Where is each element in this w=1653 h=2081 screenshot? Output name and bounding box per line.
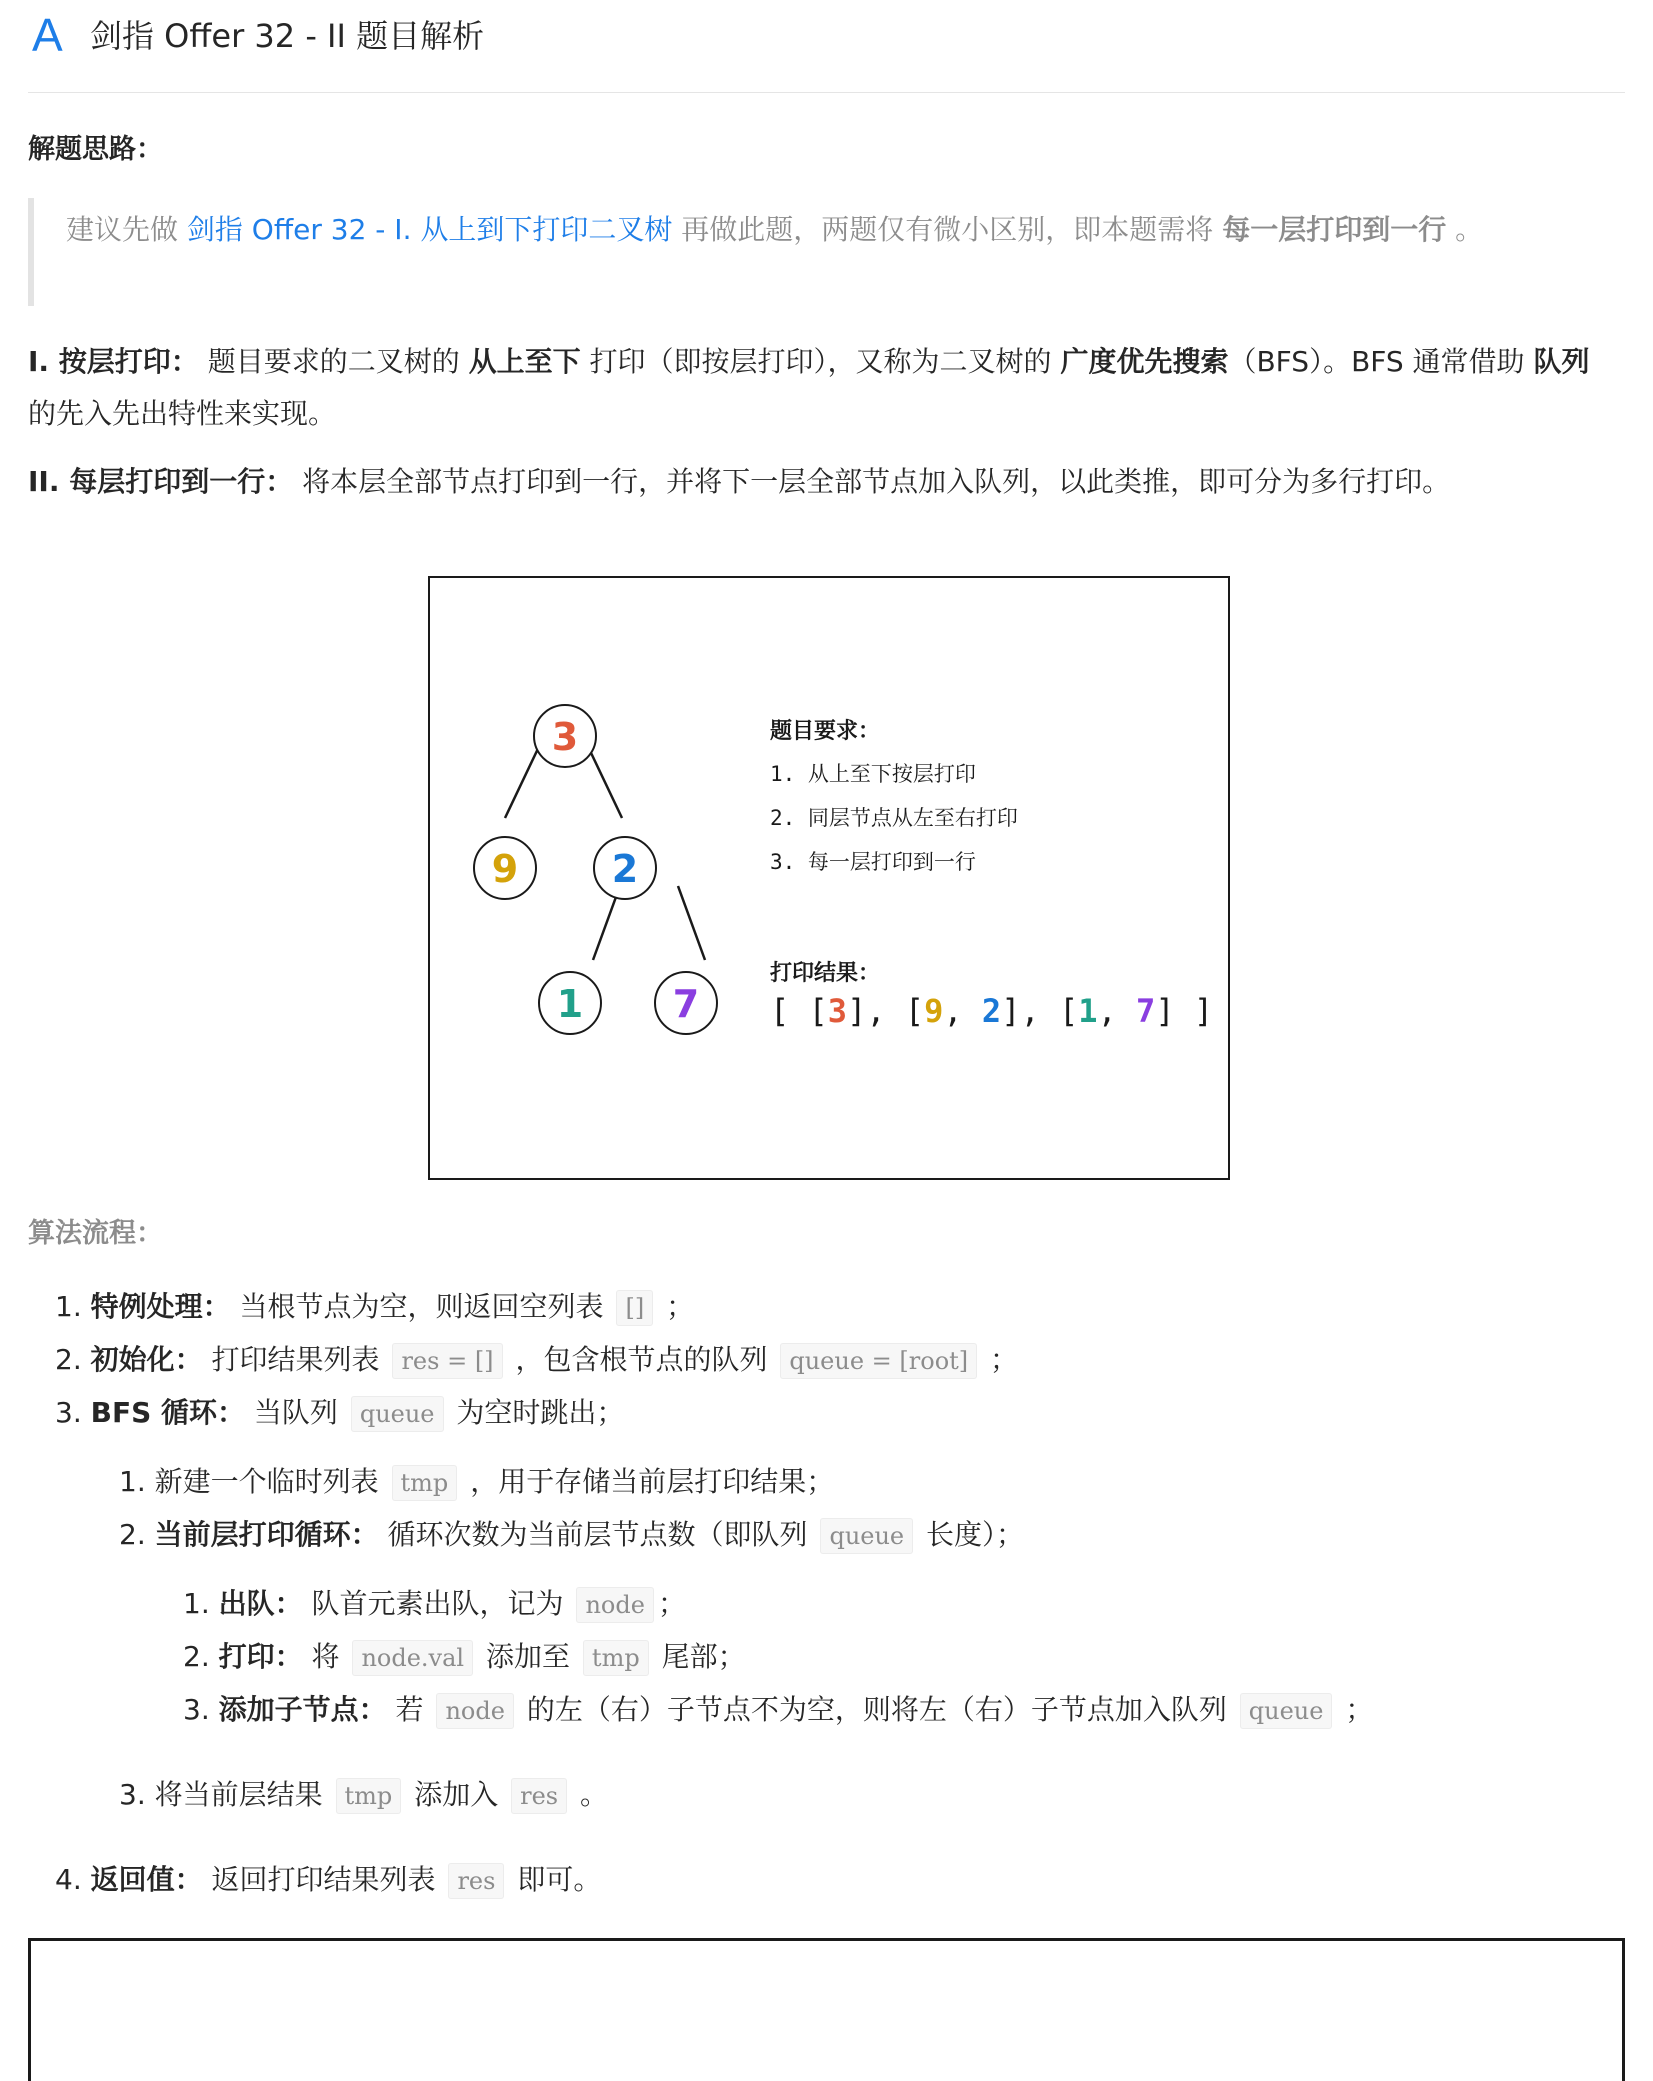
item-label: 当前层打印循环：	[154, 1518, 379, 1551]
list-item	[183, 1690, 1373, 1731]
item-text: 将当前层结果	[154, 1778, 332, 1811]
inline-code: tmp	[583, 1640, 649, 1676]
result-3: 3	[827, 992, 848, 1030]
item-label: 添加子节点：	[218, 1693, 387, 1726]
page-title: 剑指 Offer 32 - II 题目解析	[90, 17, 485, 55]
result-7: 7	[1136, 992, 1156, 1030]
animation-frame	[28, 1938, 1625, 2081]
para1-text-2: 打印（即按层打印），又称为二叉树的	[580, 345, 1061, 378]
result-1: 1	[1078, 992, 1098, 1030]
item-label: 特例处理：	[90, 1290, 231, 1323]
para1-text-1: 题目要求的二叉树的	[198, 345, 469, 378]
item-label: 初始化：	[90, 1343, 203, 1376]
item-end: 尾部；	[652, 1640, 746, 1673]
inline-code: node	[576, 1587, 653, 1623]
result-2: 2	[981, 992, 1002, 1030]
item-end: 即可。	[508, 1863, 602, 1896]
list-item	[183, 1637, 746, 1678]
item-end: ；	[657, 1290, 695, 1323]
item-label: 返回值：	[90, 1863, 203, 1896]
related-problem-link[interactable]: 剑指 Offer 32 - I. 从上到下打印二叉树	[186, 213, 673, 246]
item-text: 新建一个临时列表	[154, 1465, 388, 1498]
item-text: 返回打印结果列表	[202, 1863, 445, 1896]
item-text: 添加入	[405, 1778, 508, 1811]
list-item	[183, 1584, 686, 1625]
requirement-3: 3. 每一层打印到一行	[770, 850, 976, 874]
list-item	[119, 1515, 1024, 1556]
item-label: 出队：	[218, 1587, 303, 1620]
item-number: 2.	[119, 1518, 155, 1551]
para1-label: I. 按层打印：	[28, 345, 199, 378]
inline-code: tmp	[392, 1465, 458, 1501]
para2-text: 将本层全部节点打印到一行，并将下一层全部节点加入队列，以此类推，即可分为多行打印。	[293, 465, 1451, 498]
item-end: 为空时跳出；	[447, 1396, 625, 1429]
tree-illustration	[428, 576, 1230, 1180]
item-number: 3.	[183, 1693, 219, 1726]
inline-code: res	[448, 1863, 504, 1899]
item-end: ；	[657, 1587, 686, 1620]
item-text: 打印结果列表	[202, 1343, 389, 1376]
inline-code: []	[616, 1290, 653, 1326]
node-3-label: 3	[551, 715, 579, 759]
list-item	[55, 1860, 601, 1901]
para1-text-4: 的先入先出特性来实现。	[28, 397, 337, 430]
result-9: 9	[924, 992, 944, 1030]
inline-code: queue	[820, 1518, 913, 1554]
para1-bold-1: 从上至下	[468, 345, 581, 378]
algorithm-heading: 算法流程：	[28, 1218, 163, 1249]
approach-heading: 解题思路：	[28, 134, 163, 165]
tip-text	[66, 204, 1626, 256]
tip-suffix: 。	[1446, 213, 1484, 246]
item-number: 4.	[55, 1863, 91, 1896]
edge-2-7	[678, 886, 705, 960]
item-number: 1.	[183, 1587, 219, 1620]
requirement-2: 2. 同层节点从左至右打印	[770, 806, 1018, 830]
item-number: 1.	[119, 1465, 155, 1498]
item-end: 。	[571, 1778, 609, 1811]
tip-middle: 再做此题，两题仅有微小区别，即本题需将	[672, 213, 1223, 246]
item-text: 将	[302, 1640, 349, 1673]
inline-code: node.val	[352, 1640, 473, 1676]
node-9-label: 9	[491, 847, 519, 891]
inline-code: tmp	[336, 1778, 402, 1814]
item-text: 队首元素出队，记为	[302, 1587, 573, 1620]
layer-print-paragraph	[28, 336, 1625, 440]
para1-text-3: （BFS）。BFS 通常借助	[1228, 345, 1534, 378]
node-1-label: 1	[556, 982, 584, 1026]
item-end: ，用于存储当前层打印结果；	[461, 1465, 835, 1498]
inline-code: queue	[351, 1396, 444, 1432]
node-2-label: 2	[611, 847, 639, 891]
item-number: 1.	[55, 1290, 91, 1323]
item-text: 添加至	[477, 1640, 579, 1673]
item-text: 循环次数为当前层节点数（即队列	[378, 1518, 817, 1551]
result-title: 打印结果：	[770, 961, 881, 986]
item-text: 当队列	[245, 1396, 347, 1429]
tip-bold: 每一层打印到一行	[1222, 213, 1447, 246]
item-number: 3.	[119, 1778, 155, 1811]
item-end: ；	[981, 1343, 1019, 1376]
inline-code: res = []	[392, 1343, 502, 1379]
per-row-paragraph	[28, 456, 1625, 508]
para1-bold-2: 广度优先搜索	[1060, 345, 1229, 378]
tree-diagram	[430, 578, 1228, 1178]
item-text: ，包含根节点的队列	[506, 1343, 777, 1376]
tip-prefix: 建议先做	[66, 213, 187, 246]
item-end: 长度）；	[917, 1518, 1025, 1551]
page-header	[28, 0, 1625, 93]
list-item	[55, 1287, 694, 1328]
item-number: 3.	[55, 1396, 91, 1429]
inline-code: queue	[1240, 1693, 1333, 1729]
inline-code: node	[436, 1693, 513, 1729]
item-label: 打印：	[218, 1640, 303, 1673]
print-result: [ [3], [9, 2], [1, 7] ]	[770, 992, 1214, 1030]
node-7-label: 7	[672, 982, 700, 1026]
item-text: 的左（右）子节点不为空，则将左（右）子节点加入队列	[517, 1693, 1236, 1726]
para2-label: II. 每层打印到一行：	[28, 465, 294, 498]
item-label: BFS 循环：	[90, 1396, 246, 1429]
list-item	[55, 1340, 1018, 1381]
item-number: 2.	[183, 1640, 219, 1673]
tip-quote	[28, 198, 1631, 306]
item-text: 当根节点为空，则返回空列表	[230, 1290, 613, 1323]
inline-code: queue = [root]	[780, 1343, 977, 1379]
author-icon: A	[32, 9, 63, 61]
list-item	[119, 1462, 834, 1503]
item-text: 若	[386, 1693, 433, 1726]
list-item	[55, 1393, 624, 1434]
item-number: 2.	[55, 1343, 91, 1376]
inline-code: res	[511, 1778, 567, 1814]
requirements-title: 题目要求：	[770, 719, 881, 744]
list-item	[119, 1775, 608, 1816]
item-end: ；	[1336, 1693, 1374, 1726]
para1-bold-3: 队列	[1533, 345, 1590, 378]
requirement-1: 1. 从上至下按层打印	[770, 762, 976, 786]
